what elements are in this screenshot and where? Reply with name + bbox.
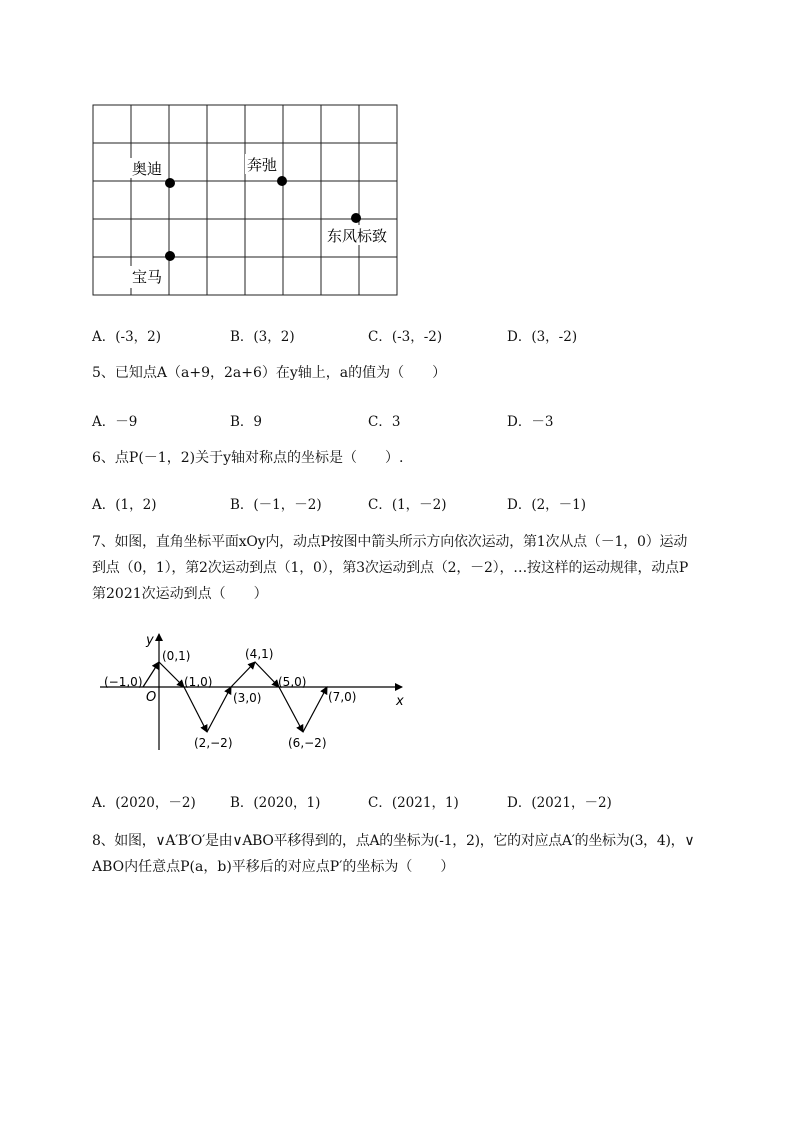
option-d[interactable]: D．(2，－1)	[507, 497, 587, 513]
audi-point	[165, 178, 175, 188]
question-6-text: 6、点P(－1，2)关于y轴对称点的坐标是（ ）.	[92, 450, 404, 466]
point-label: (7,0)	[328, 690, 357, 704]
question-8-line2: ABO内任意点P(a，b)平移后的对应点P′的坐标为（ ）	[92, 859, 455, 875]
motion-path-figure	[98, 628, 414, 754]
option-b[interactable]: B．(3，2)	[230, 329, 295, 345]
peugeot-point	[351, 213, 361, 223]
point-label: (6,−2)	[288, 736, 327, 750]
brand-grid-figure	[92, 104, 400, 298]
bmw-point	[165, 251, 175, 261]
point-label: (4,1)	[245, 647, 274, 661]
option-c[interactable]: C．3	[368, 414, 401, 430]
x-axis-label: x	[396, 694, 404, 709]
option-a[interactable]: A．(1，2)	[92, 497, 157, 513]
option-c[interactable]: C．(1，－2)	[368, 497, 447, 513]
question-8-line1: 8、如图，∨A′B′O′是由∨ABO平移得到的，点A的坐标为(-1，2)，它的对应点A′的坐标为(3，4)，∨	[92, 833, 695, 849]
peugeot-label: 东风标致	[327, 227, 388, 245]
option-b[interactable]: B．(－1，－2)	[230, 497, 322, 513]
option-c[interactable]: C．(2021，1)	[368, 795, 459, 811]
point-label: (0,1)	[162, 649, 191, 663]
option-d[interactable]: D．－3	[507, 414, 554, 430]
option-a[interactable]: A．－9	[92, 414, 138, 430]
point-label: (2,−2)	[194, 736, 233, 750]
origin-label: O	[146, 690, 157, 705]
audi-label: 奥迪	[132, 160, 163, 178]
point-label: (1,0)	[184, 675, 213, 689]
point-label: (3,0)	[233, 691, 262, 705]
option-b[interactable]: B．(2020，1)	[230, 795, 321, 811]
option-d[interactable]: D．(3，-2)	[507, 329, 578, 345]
point-label: (−1,0)	[104, 675, 143, 689]
y-axis-label: y	[146, 633, 154, 648]
benz-label: 奔弛	[247, 156, 278, 174]
question-5-text: 5、已知点A（a+9，2a+6）在y轴上，a的值为（ ）	[92, 365, 447, 381]
question-7-line3: 第2021次运动到点（ ）	[92, 586, 268, 602]
question-7-line1: 7、如图，直角坐标平面xOy内，动点P按图中箭头所示方向依次运动，第1次从点（－1，0）运动	[92, 534, 688, 550]
question-7-line2: 到点（0，1），第2次运动到点（1，0），第3次运动到点（2，－2），…按这样的运动规律，动点P	[92, 560, 689, 576]
option-c[interactable]: C．(-3，-2)	[368, 329, 443, 345]
option-a[interactable]: A．(-3，2)	[92, 329, 162, 345]
bmw-label: 宝马	[132, 268, 163, 286]
benz-point	[277, 176, 287, 186]
option-d[interactable]: D．(2021，－2)	[507, 795, 612, 811]
option-b[interactable]: B．9	[230, 414, 263, 430]
point-label: (5,0)	[278, 675, 307, 689]
option-a[interactable]: A．(2020，－2)	[92, 795, 196, 811]
